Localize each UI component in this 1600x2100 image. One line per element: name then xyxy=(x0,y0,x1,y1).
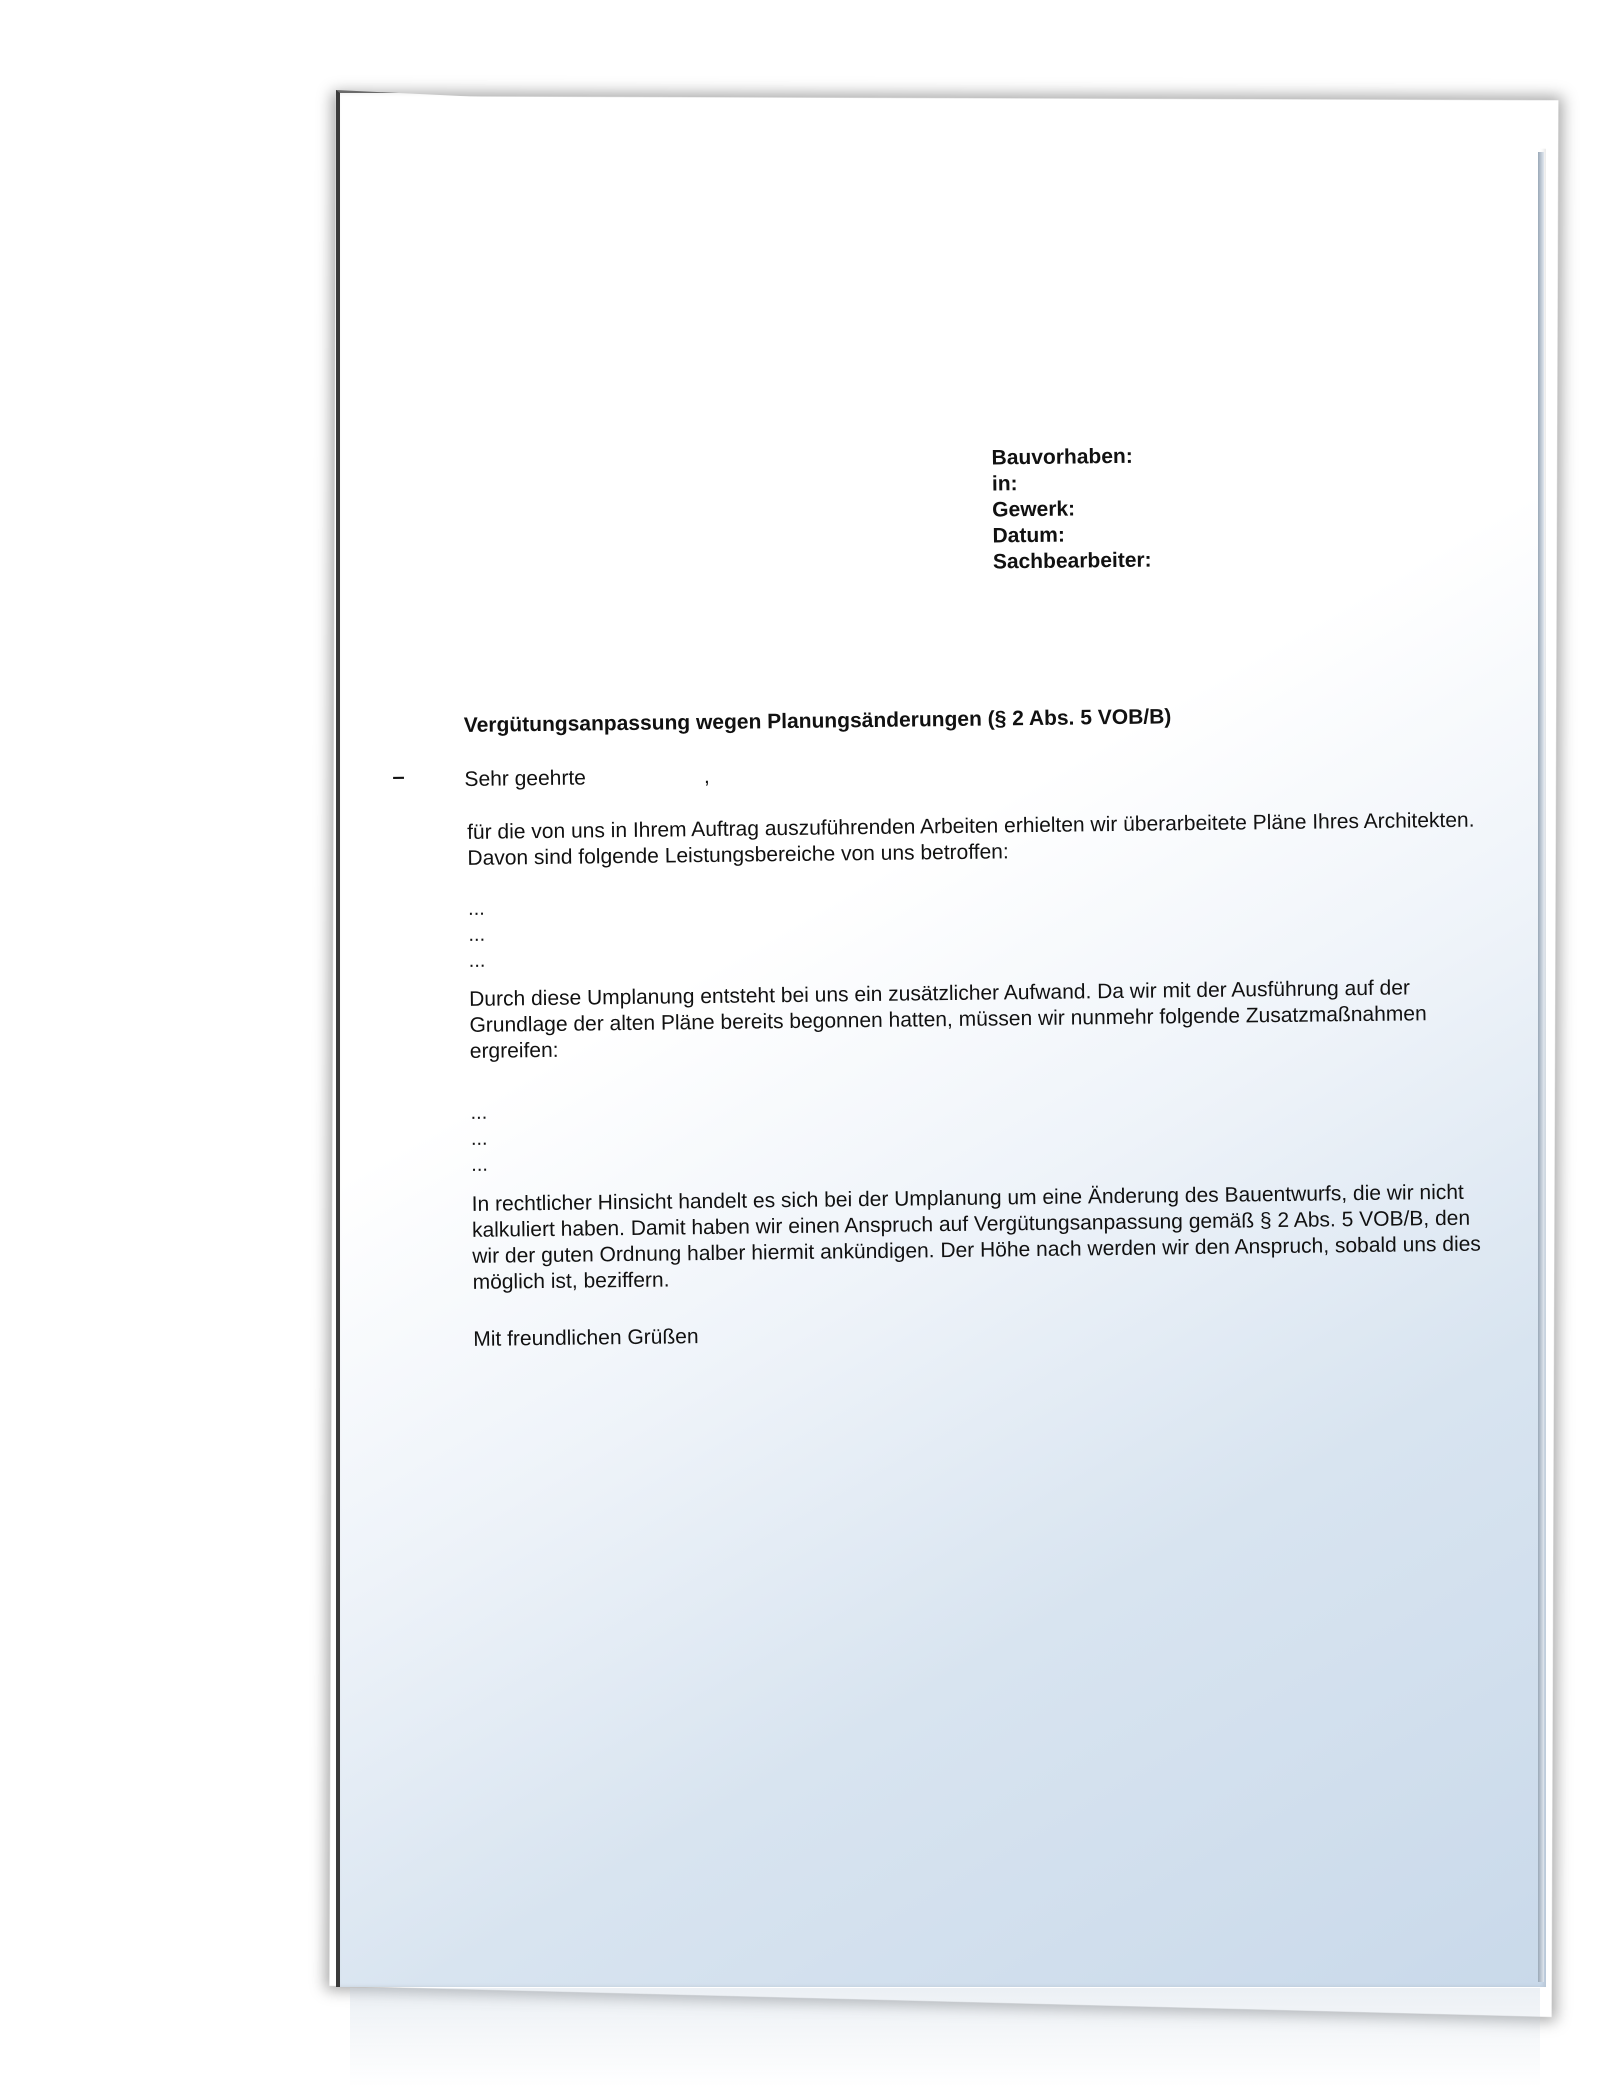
paragraph-line: ergreifen: xyxy=(469,1038,559,1063)
paragraph-line: In rechtlicher Hinsicht handelt es sich bei der Umplanung um eine Änderung des Bauentwurfs, die wir nicht xyxy=(471,1180,1464,1216)
list-item: ... xyxy=(471,1153,488,1176)
letter-subject: Vergütungsanpassung wegen Planungsänderungen (§ 2 Abs. 5 VOB/B) xyxy=(463,705,1172,737)
salutation-comma: , xyxy=(703,764,710,789)
affected-areas-list xyxy=(468,896,486,974)
info-datum: Datum: xyxy=(992,523,1066,548)
paragraph-line: kalkuliert haben. Damit haben wir einen Anspruch auf Vergütungsanpassung gemäß § 2 Abs. 5 VOB/B, den xyxy=(471,1206,1471,1242)
list-item: ... xyxy=(468,923,486,946)
info-gewerk: Gewerk: xyxy=(992,497,1076,522)
paragraph-line: Davon sind folgende Leistungsbereiche von uns betroffen: xyxy=(467,840,1009,870)
list-item: ... xyxy=(470,1127,488,1150)
paragraph-line: Grundlage der alten Pläne bereits begonnen hatten, müssen wir nunmehr folgende Zusatzmaßnahmen xyxy=(469,1002,1427,1037)
paragraph-line: möglich ist, beziffern. xyxy=(472,1268,670,1294)
paragraph-effort xyxy=(469,975,1470,1065)
paragraph-line: wir der guten Ordnung halber hiermit ankündigen. Der Höhe nach werden wir den Anspruch, sobald uns dies xyxy=(472,1232,1481,1268)
list-item: ... xyxy=(467,897,485,920)
salutation-text: Sehr geehrte xyxy=(464,766,587,791)
paragraph-line: für die von uns in Ihrem Auftrag auszuführenden Arbeiten erhielten wir überarbeitete Pläne Ihres Architekten. xyxy=(466,808,1475,844)
paragraph-intro xyxy=(466,808,1475,872)
list-item: ... xyxy=(470,1101,488,1124)
paragraph-line: Durch diese Umplanung entsteht bei uns ein zusätzlicher Aufwand. Da wir mit der Ausführung auf der xyxy=(469,976,1411,1011)
info-sachbearbeiter: Sachbearbeiter: xyxy=(992,548,1152,574)
closing-greeting: Mit freundlichen Grüßen xyxy=(473,1325,699,1351)
measures-list xyxy=(470,1100,488,1178)
project-info-block xyxy=(991,444,1151,576)
info-in: in: xyxy=(991,472,1018,496)
list-item: ... xyxy=(468,949,486,972)
info-bauvorhaben: Bauvorhaben: xyxy=(991,444,1133,470)
fold-mark: – xyxy=(392,763,405,789)
paragraph-legal xyxy=(471,1180,1481,1296)
salutation xyxy=(464,765,710,792)
